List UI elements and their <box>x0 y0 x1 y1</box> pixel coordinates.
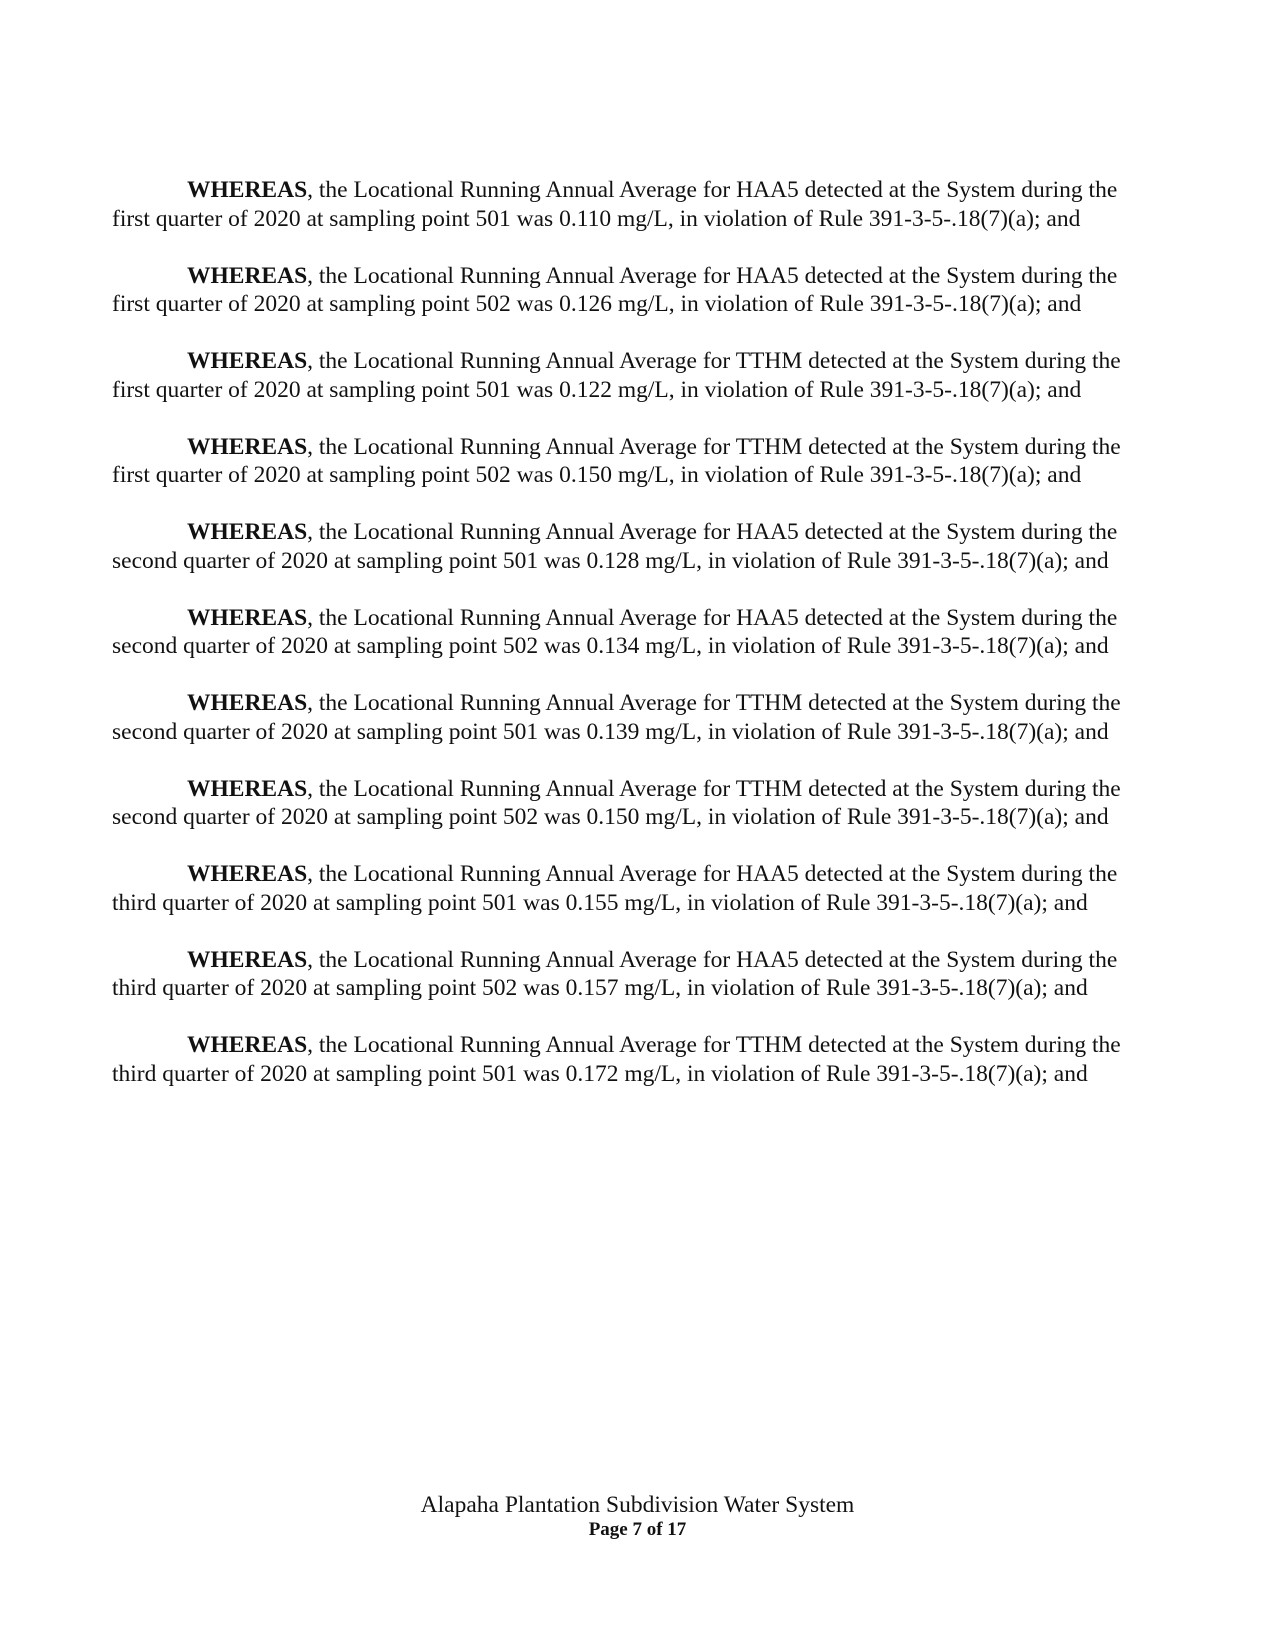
paragraph-lead: WHEREAS <box>187 775 308 802</box>
whereas-paragraph-1 <box>112 176 1152 233</box>
whereas-paragraph-11 <box>112 1031 1152 1088</box>
footer-title: Alapaha Plantation Subdivision Water System <box>420 1492 855 1518</box>
paragraph-text: , the Locational Running Annual Average for TTHM detected at the System during the first quarter of 2020 at sampling point 502 was 0.150 mg/L, in violation of Rule 391-3-5-.18(7)(a); and <box>112 433 1121 488</box>
paragraph-text: , the Locational Running Annual Average for TTHM detected at the System during the second quarter of 2020 at sampling point 502 was 0.150 mg/L, in violation of Rule 391-3-5-.18(7)(a); and <box>112 775 1121 830</box>
paragraph-lead: WHEREAS <box>187 690 308 716</box>
whereas-paragraph-3 <box>112 347 1152 404</box>
paragraph-lead: WHEREAS <box>187 348 308 374</box>
whereas-paragraph-2 <box>112 262 1152 319</box>
paragraph-text: , the Locational Running Annual Average for HAA5 detected at the System during the first quarter of 2020 at sampling point 501 was 0.110 mg/L, in violation of Rule 391-3-5-.18(7)(a); and <box>112 177 1118 232</box>
document-body <box>112 176 1152 1117</box>
whereas-paragraph-9 <box>112 860 1152 917</box>
paragraph-lead: WHEREAS <box>187 604 308 631</box>
paragraph-lead: WHEREAS <box>187 861 308 887</box>
paragraph-text: , the Locational Running Annual Average for TTHM detected at the System during the first quarter of 2020 at sampling point 501 was 0.122 mg/L, in violation of Rule 391-3-5-.18(7)(a); and <box>112 348 1121 403</box>
paragraph-text: , the Locational Running Annual Average for TTHM detected at the System during the second quarter of 2020 at sampling point 501 was 0.139 mg/L, in violation of Rule 391-3-5-.18(7)(a); and <box>112 690 1121 745</box>
paragraph-lead: WHEREAS <box>187 177 308 203</box>
paragraph-lead: WHEREAS <box>187 1032 308 1058</box>
paragraph-text: , the Locational Running Annual Average for HAA5 detected at the System during the second quarter of 2020 at sampling point 501 was 0.128 mg/L, in violation of Rule 391-3-5-.18(7)(a); and <box>112 519 1118 574</box>
whereas-paragraph-7 <box>112 689 1152 746</box>
page-footer <box>0 1491 1275 1541</box>
paragraph-text: , the Locational Running Annual Average for HAA5 detected at the System during the third quarter of 2020 at sampling point 501 was 0.155 mg/L, in violation of Rule 391-3-5-.18(7)(a); and <box>112 861 1118 916</box>
paragraph-lead: WHEREAS <box>187 262 308 289</box>
paragraph-lead: WHEREAS <box>187 433 308 460</box>
paragraph-lead: WHEREAS <box>187 946 308 973</box>
page-number: Page 7 of 17 <box>588 1519 687 1540</box>
whereas-paragraph-8 <box>112 775 1152 832</box>
whereas-paragraph-10 <box>112 946 1152 1003</box>
whereas-paragraph-4 <box>112 433 1152 490</box>
whereas-paragraph-6 <box>112 604 1152 661</box>
paragraph-text: , the Locational Running Annual Average for HAA5 detected at the System during the third quarter of 2020 at sampling point 502 was 0.157 mg/L, in violation of Rule 391-3-5-.18(7)(a); and <box>112 946 1118 1001</box>
paragraph-lead: WHEREAS <box>187 519 308 545</box>
paragraph-text: , the Locational Running Annual Average for HAA5 detected at the System during the first quarter of 2020 at sampling point 502 was 0.126 mg/L, in violation of Rule 391-3-5-.18(7)(a); and <box>112 262 1118 317</box>
paragraph-text: , the Locational Running Annual Average for TTHM detected at the System during the third quarter of 2020 at sampling point 501 was 0.172 mg/L, in violation of Rule 391-3-5-.18(7)(a); and <box>112 1032 1121 1087</box>
whereas-paragraph-5 <box>112 518 1152 575</box>
paragraph-text: , the Locational Running Annual Average for HAA5 detected at the System during the second quarter of 2020 at sampling point 502 was 0.134 mg/L, in violation of Rule 391-3-5-.18(7)(a); and <box>112 604 1118 659</box>
